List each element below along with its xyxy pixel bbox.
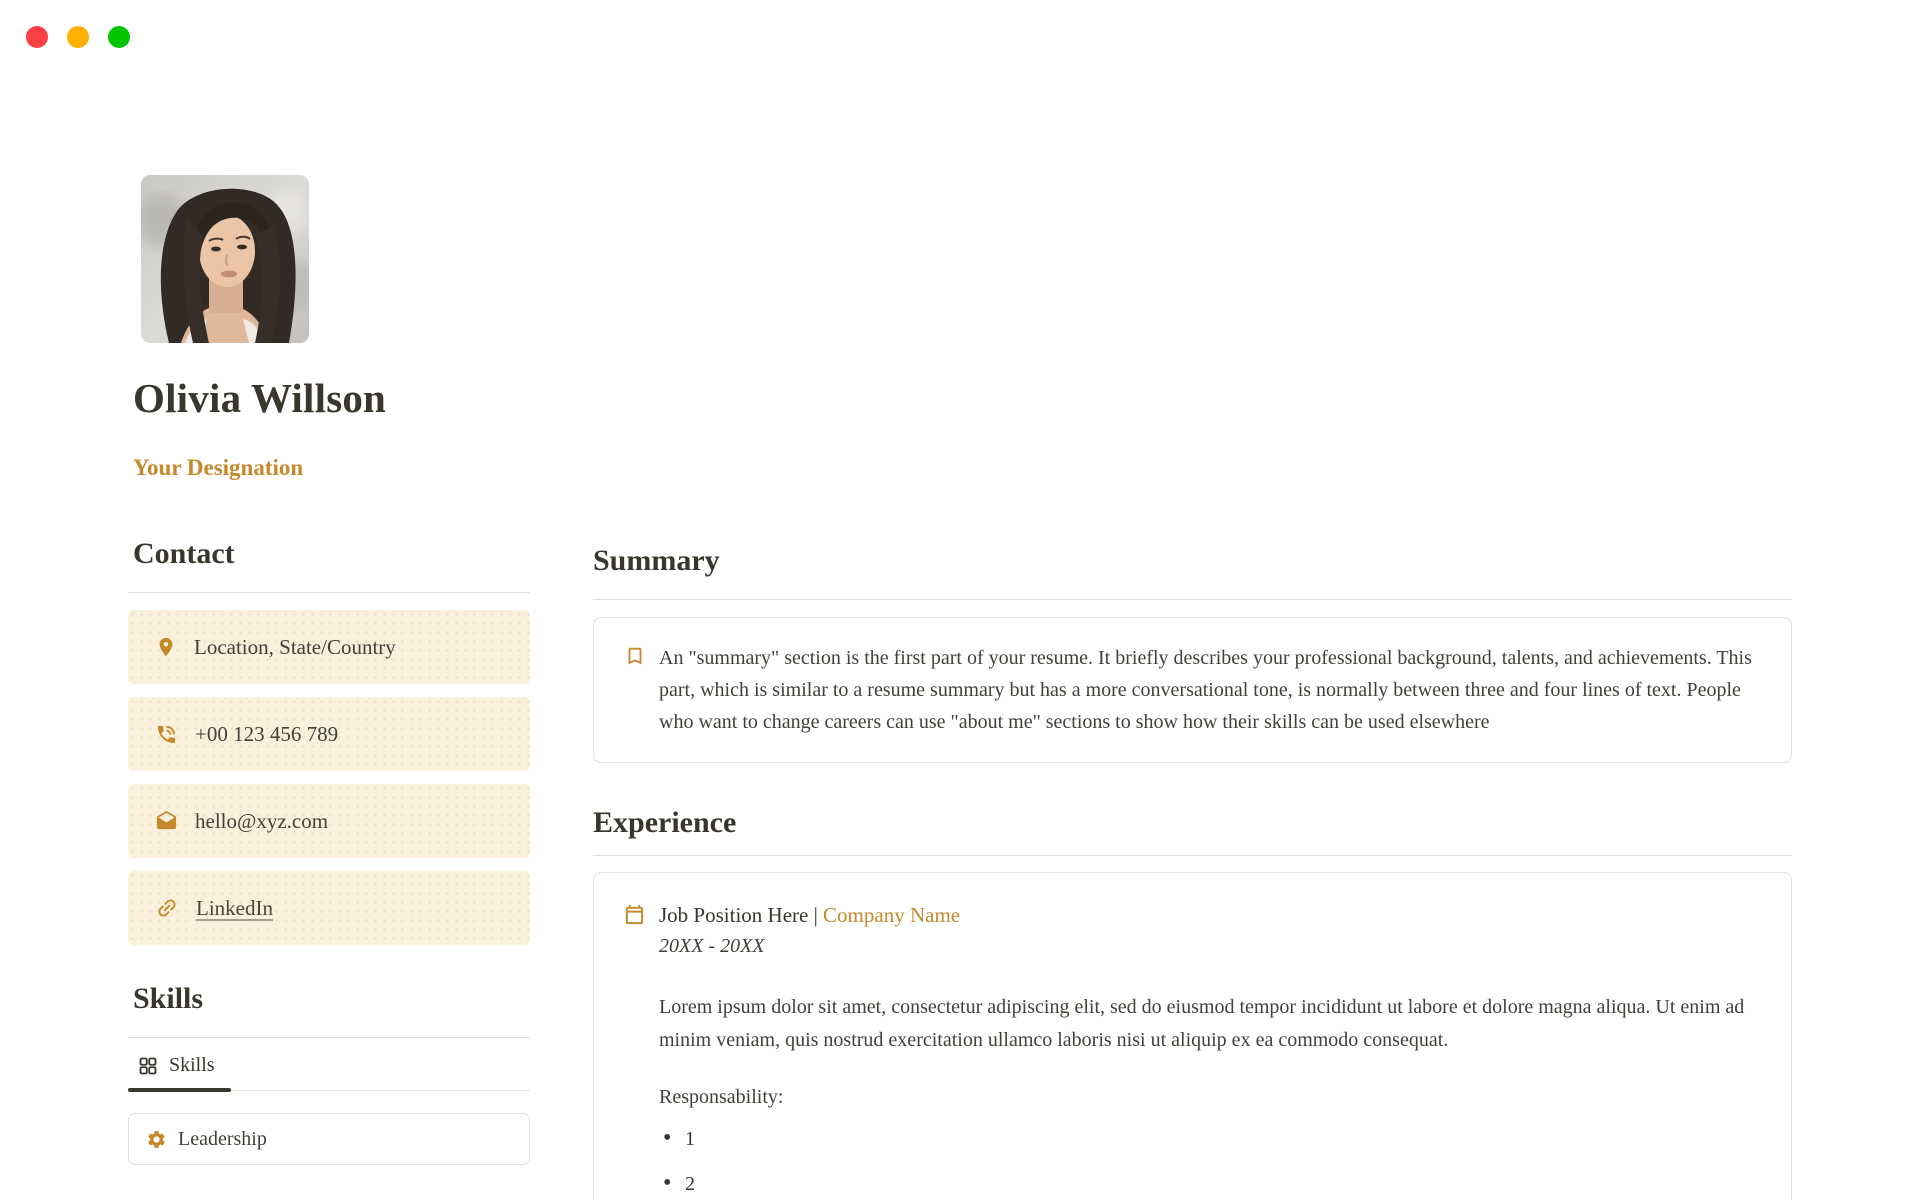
responsibility-list — [659, 1124, 1751, 1199]
tab-skills[interactable] — [128, 1054, 231, 1090]
summary-heading: Summary — [593, 544, 720, 577]
company-name[interactable]: Company Name — [823, 903, 961, 927]
summary-text: An "summary" section is the first part of your resume. It briefly describes your professional background, talents, and achievements. This part, which is similar to a resume summary but has a more conversational tone, is normally between three and four lines of text. People who want to change careers can use "about me" sections to show how their skills can be used elsewhere — [659, 647, 1752, 733]
contact-item-location — [128, 610, 530, 684]
responsibility-item: • 2 — [659, 1169, 1751, 1199]
summary-card — [593, 617, 1792, 763]
job-position: Job Position Here — [659, 903, 809, 927]
window-controls — [26, 26, 130, 48]
experience-body — [659, 900, 1751, 1200]
tab-skills-label: Skills — [169, 1054, 215, 1076]
experience-heading: Experience — [593, 806, 737, 839]
contact-heading: Contact — [133, 537, 235, 570]
title-separator: | — [808, 903, 824, 927]
minimize-window-button[interactable] — [67, 26, 89, 48]
contact-item-linkedin[interactable] — [128, 871, 530, 945]
skills-divider — [128, 1037, 530, 1038]
experience-divider — [593, 855, 1792, 856]
contact-location-label: Location, State/Country — [194, 634, 396, 659]
skill-card-leadership[interactable] — [128, 1113, 530, 1165]
close-window-button[interactable] — [26, 26, 48, 48]
contact-divider — [128, 592, 530, 593]
left-column — [128, 0, 530, 1200]
experience-entry — [593, 872, 1792, 1200]
email-icon — [155, 810, 178, 833]
skills-tab-bar — [128, 1054, 530, 1091]
profile-photo-illustration — [141, 175, 309, 343]
responsibility-label: Responsability: — [659, 1086, 784, 1108]
linkedin-link[interactable]: LinkedIn — [196, 895, 273, 920]
responsibility-item: • 1 — [659, 1124, 1751, 1154]
location-pin-icon — [155, 636, 177, 658]
contact-item-phone — [128, 697, 530, 771]
link-icon — [155, 896, 179, 920]
right-column — [593, 0, 1792, 1200]
skills-heading: Skills — [133, 982, 204, 1015]
experience-description: Lorem ipsum dolor sit amet, consectetur adipiscing elit, sed do eiusmod tempor incididunt ut labore et dolore magna aliqua. Ut enim ad minim veniam, quis nostrud exercitation ullamco laboris nisi ut aliquip ex ea commodo consequat. — [659, 996, 1745, 1051]
experience-dates: 20XX - 20XX — [659, 935, 765, 957]
phone-icon — [155, 723, 178, 746]
contact-phone-label: +00 123 456 789 — [195, 721, 339, 746]
bookmark-icon — [624, 645, 646, 738]
gallery-grid-icon — [138, 1056, 158, 1076]
experience-title-line — [659, 900, 1751, 930]
person-name: Olivia Willson — [133, 375, 387, 421]
gear-icon — [146, 1129, 167, 1150]
person-designation: Your Designation — [133, 455, 304, 480]
contact-item-email — [128, 784, 530, 858]
profile-photo — [141, 175, 309, 343]
calendar-icon — [623, 903, 646, 1200]
skill-card-label: Leadership — [178, 1127, 267, 1150]
contact-email-label: hello@xyz.com — [195, 808, 329, 833]
summary-divider — [593, 599, 1792, 600]
zoom-window-button[interactable] — [108, 26, 130, 48]
